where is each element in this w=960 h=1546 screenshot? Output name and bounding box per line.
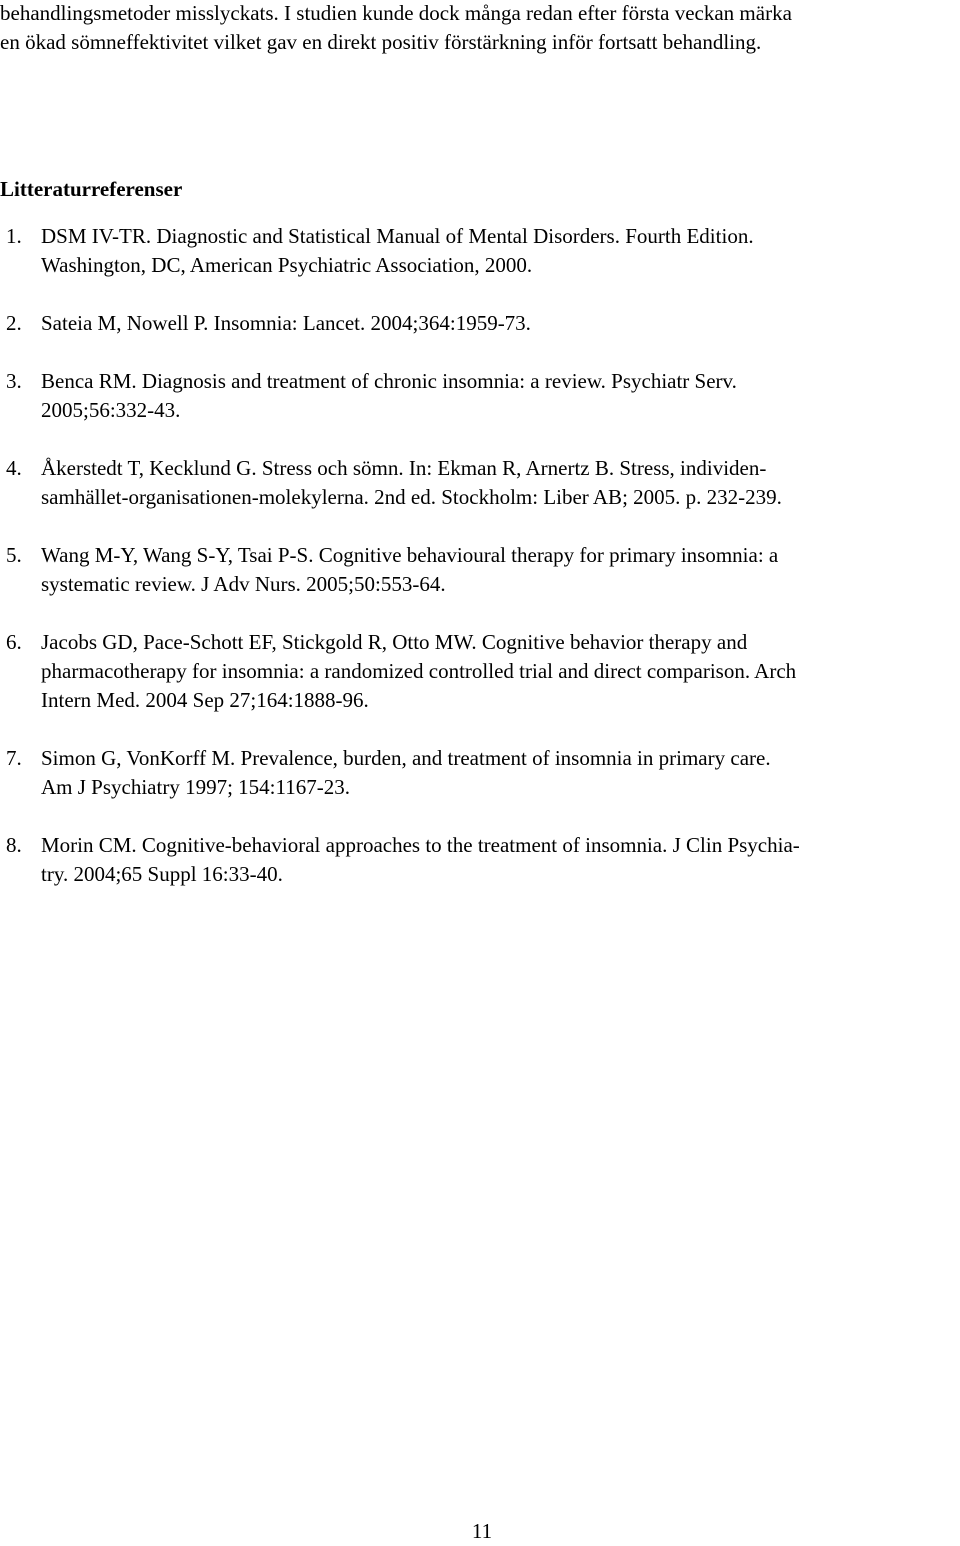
- reference-number: 2.: [6, 311, 22, 335]
- page-number: 11: [471, 1519, 493, 1543]
- intro-text-line: en ökad sömneffektivitet vilket gav en direkt positiv förstärkning inför fortsatt behandling.: [0, 30, 762, 54]
- reference-number: 3.: [6, 369, 22, 393]
- reference-text-line: samhället-organisationen-molekylerna. 2nd ed. Stockholm: Liber AB; 2005. p. 232-239.: [41, 485, 782, 509]
- reference-text-line: Jacobs GD, Pace-Schott EF, Stickgold R, Otto MW. Cognitive behavior therapy and: [41, 630, 748, 654]
- reference-text-line: DSM IV-TR. Diagnostic and Statistical Manual of Mental Disorders. Fourth Edition.: [41, 224, 754, 248]
- reference-number: 8.: [6, 833, 22, 857]
- reference-text-line: Wang M-Y, Wang S-Y, Tsai P-S. Cognitive behavioural therapy for primary insomnia: a: [41, 543, 779, 567]
- intro-text-line: behandlingsmetoder misslyckats. I studien kunde dock många redan efter första veckan märka: [0, 1, 792, 25]
- reference-text-line: try. 2004;65 Suppl 16:33-40.: [41, 862, 283, 886]
- reference-text-line: Sateia M, Nowell P. Insomnia: Lancet. 2004;364:1959-73.: [41, 311, 531, 335]
- reference-text-line: Morin CM. Cognitive-behavioral approaches to the treatment of insomnia. J Clin Psychia-: [41, 833, 800, 857]
- reference-text-line: 2005;56:332-43.: [41, 398, 181, 422]
- reference-number: 1.: [6, 224, 22, 248]
- reference-number: 7.: [6, 746, 22, 770]
- reference-text-line: pharmacotherapy for insomnia: a randomized controlled trial and direct comparison. Arch: [41, 659, 797, 683]
- reference-number: 5.: [6, 543, 22, 567]
- references-heading: Litteraturreferenser: [0, 177, 183, 201]
- reference-text-line: Åkerstedt T, Kecklund G. Stress och sömn. In: Ekman R, Arnertz B. Stress, individen-: [41, 456, 767, 480]
- reference-text-line: Am J Psychiatry 1997; 154:1167-23.: [41, 775, 350, 799]
- reference-text-line: Washington, DC, American Psychiatric Association, 2000.: [41, 253, 533, 277]
- reference-text-line: Simon G, VonKorff M. Prevalence, burden, and treatment of insomnia in primary care.: [41, 746, 771, 770]
- reference-number: 4.: [6, 456, 22, 480]
- reference-text-line: Intern Med. 2004 Sep 27;164:1888-96.: [41, 688, 369, 712]
- reference-text-line: systematic review. J Adv Nurs. 2005;50:553-64.: [41, 572, 446, 596]
- reference-number: 6.: [6, 630, 22, 654]
- reference-text-line: Benca RM. Diagnosis and treatment of chronic insomnia: a review. Psychiatr Serv.: [41, 369, 737, 393]
